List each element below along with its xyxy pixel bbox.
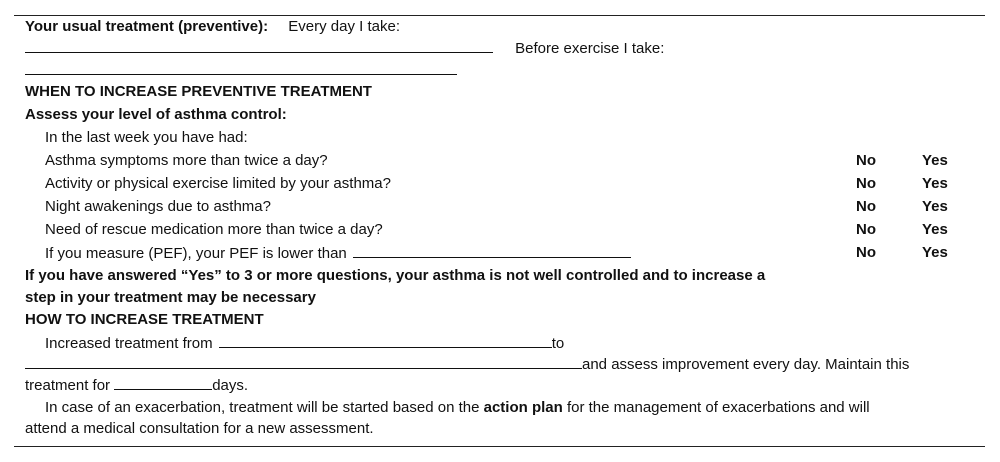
before-exercise-blank[interactable] [25,60,457,75]
usual-treatment-label: Your usual treatment (preventive): [25,18,269,35]
every-day-blank[interactable] [25,38,493,53]
warning-line-2: step in your treatment may be necessary [25,289,316,306]
increase-to-blank[interactable] [25,354,582,369]
last-week-intro: In the last week you have had: [45,129,248,146]
exacerbation-row [45,398,960,418]
every-day-label: Every day I take: [288,18,400,35]
every-day-row [25,38,960,59]
pef-question [45,243,631,264]
yes-option[interactable]: Yes [922,152,948,169]
increase-from-row [45,333,960,354]
when-heading: WHEN TO INCREASE PREVENTIVE TREATMENT [25,83,372,100]
days-label: days. [212,377,249,394]
question-text: Night awakenings due to asthma? [45,198,271,215]
yes-option[interactable]: Yes [922,244,948,261]
question-text: If you measure (PEF), your PEF is lower than [45,245,347,262]
increase-from-label: Increased treatment from [45,335,213,352]
assess-improvement-text: and assess improvement every day. Maintain this [582,356,910,373]
increase-to-row [25,354,960,375]
yes-option[interactable]: Yes [922,198,948,215]
question-text: Asthma symptoms more than twice a day? [45,152,328,169]
no-option[interactable]: No [856,244,876,261]
treatment-for-label: treatment for [25,377,111,394]
warning-line-1: If you have answered “Yes” to 3 or more questions, your asthma is not well controlled and to increase a [25,267,766,284]
no-option[interactable]: No [856,198,876,215]
assess-heading: Assess your level of asthma control: [25,106,287,123]
exacerbation-text-1: In case of an exacerbation, treatment will be started based on the [45,399,480,416]
yes-option[interactable]: Yes [922,175,948,192]
before-exercise-row [25,60,960,81]
usual-treatment-row [25,17,960,37]
yes-option[interactable]: Yes [922,221,948,238]
action-plan-text: action plan [483,399,563,416]
no-option[interactable]: No [856,221,876,238]
days-blank[interactable] [114,375,212,390]
before-exercise-label: Before exercise I take: [515,40,665,57]
to-label: to [551,335,565,352]
exacerbation-text-3: attend a medical consultation for a new assessment. [25,420,374,437]
how-heading: HOW TO INCREASE TREATMENT [25,311,264,328]
question-text: Activity or physical exercise limited by your asthma? [45,175,391,192]
duration-row [25,375,960,396]
increase-from-blank[interactable] [219,333,552,348]
exacerbation-text-2: for the management of exacerbations and will [566,399,870,416]
question-text: Need of rescue medication more than twice a day? [45,221,383,238]
bottom-rule [14,446,985,447]
top-rule [14,15,985,16]
no-option[interactable]: No [856,175,876,192]
no-option[interactable]: No [856,152,876,169]
pef-blank[interactable] [353,243,631,258]
